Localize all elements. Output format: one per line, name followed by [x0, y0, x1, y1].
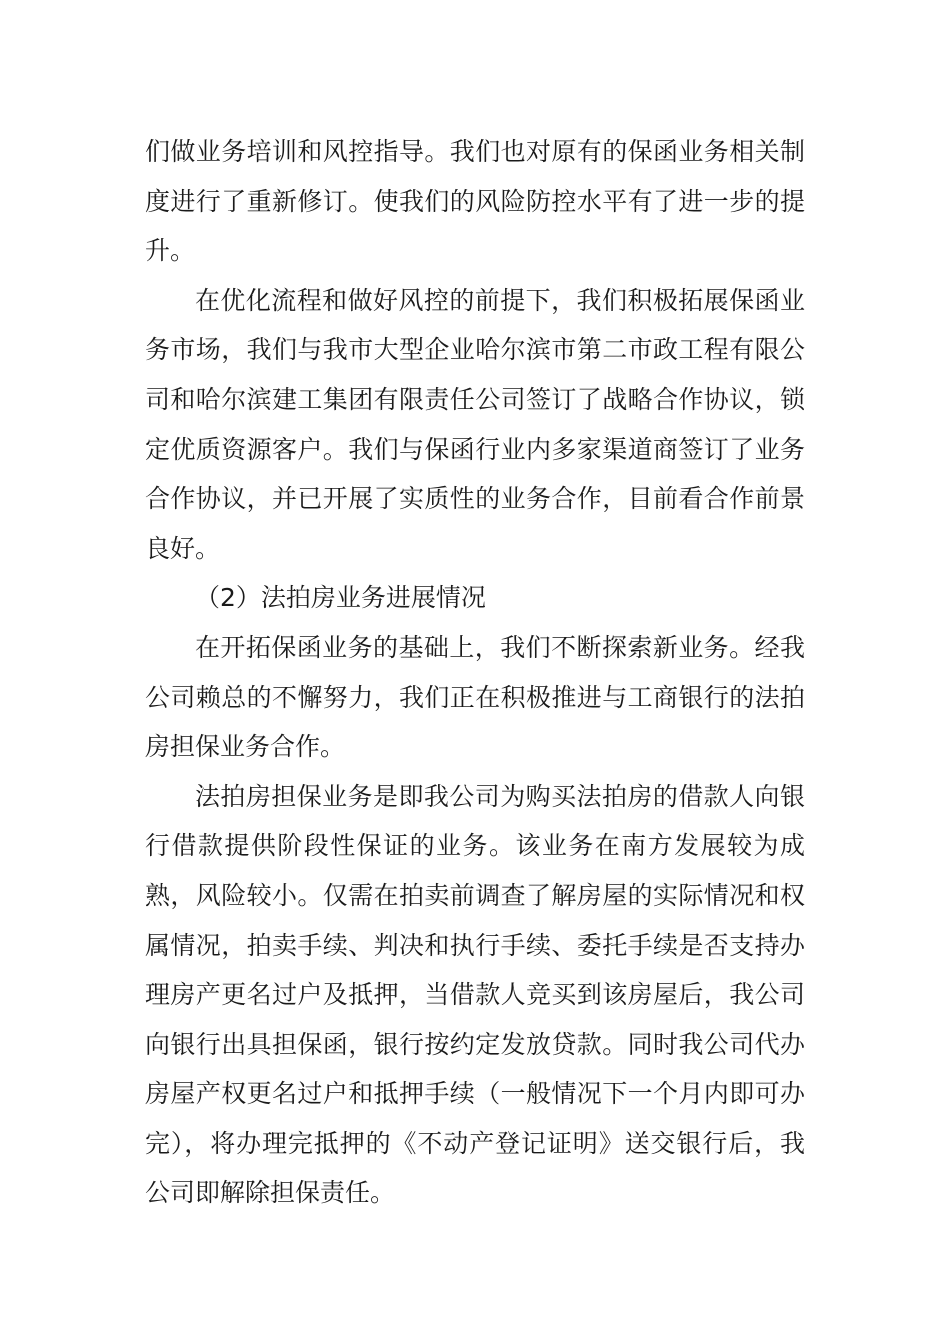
paragraph-business-expansion: 在优化流程和做好风控的前提下，我们积极拓展保函业务市场，我们与我市大型企业哈尔滨市第二市政工程有限公司和哈尔滨建工集团有限责任公司签订了战略合作协议，锁定优质资源客户。我们与保函行业内多家渠道商签订了业务合作协议，并已开展了实质性的业务合作，目前看合作前景良好。 — [145, 285, 805, 563]
section-heading: （2）法拍房业务进展情况 — [195, 583, 486, 613]
document-body — [145, 127, 805, 1218]
paragraph-new-business: 在开拓保函业务的基础上，我们不断探索新业务。经我公司赖总的不懈努力，我们正在积极推进与工商银行的法拍房担保业务合作。 — [145, 632, 805, 762]
paragraph-continued: 们做业务培训和风控指导。我们也对原有的保函业务相关制度进行了重新修订。使我们的风险防控水平有了进一步的提升。 — [145, 137, 805, 266]
paragraph-guarantee-description: 法拍房担保业务是即我公司为购买法拍房的借款人向银行借款提供阶段性保证的业务。该业务在南方发展较为成熟，风险较小。仅需在拍卖前调查了解房屋的实际情况和权属情况，拍卖手续、判决和执行手续、委托手续是否支持办理房产更名过户及抵押，当借款人竞买到该房屋后，我公司向银行出具担保函，银行按约定发放贷款。同时我公司代办房屋产权更名过户和抵押手续（一般情况下一个月内即可办完），将办理完抵押的《不动产登记证明》送交银行后，我公司即解除担保责任。 — [145, 781, 805, 1208]
